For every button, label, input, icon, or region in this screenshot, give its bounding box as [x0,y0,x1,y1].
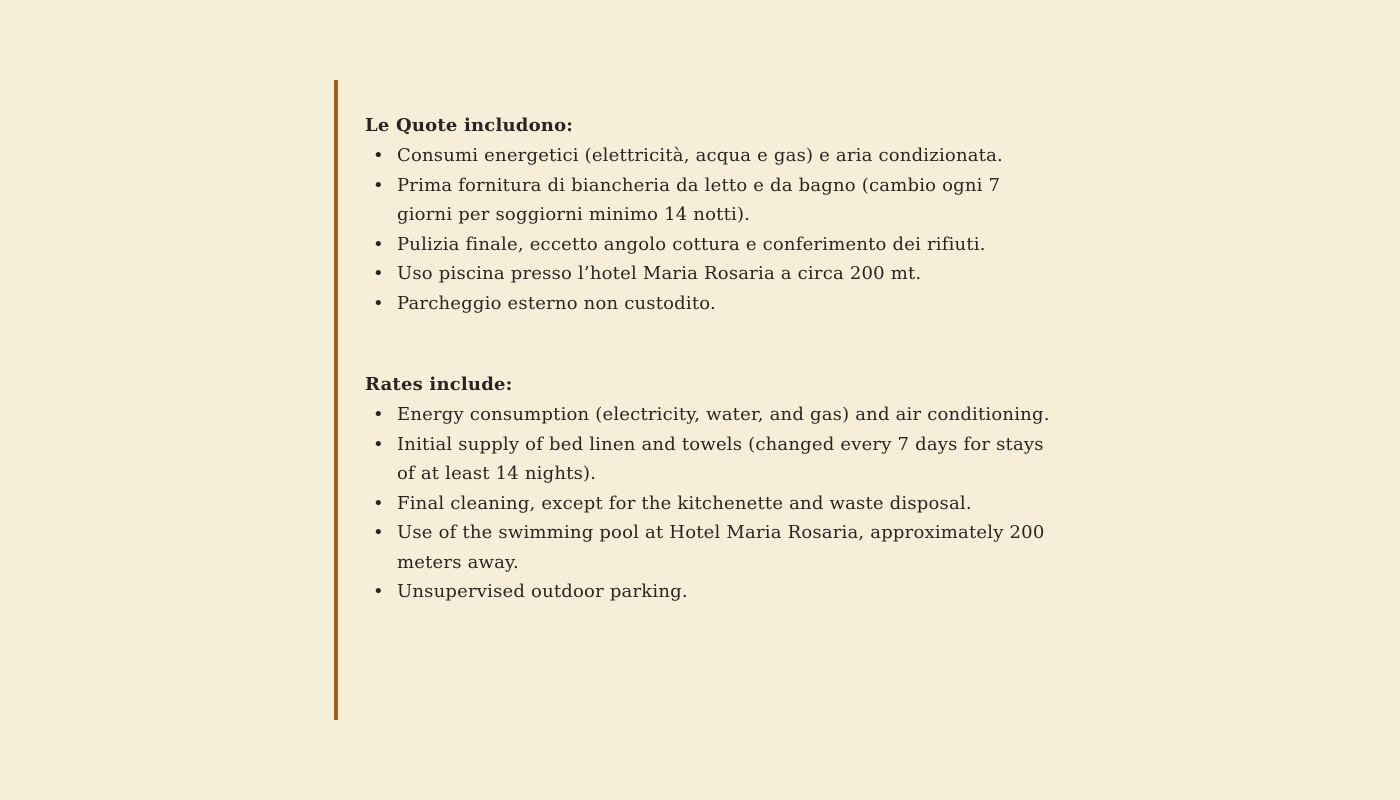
inclusions-list-italian [365,141,1055,318]
list-item [365,289,1055,319]
bullet-icon: • [373,433,384,455]
list-item-text: Final cleaning, except for the kitchenette and waste disposal. [397,492,972,514]
list-item [365,518,1055,577]
bullet-icon: • [373,263,384,284]
list-item-text: Prima fornitura di biancheria da letto e da bagno (cambio ogni 7 giorni per soggiorni minimo 14 notti). [397,174,1001,225]
list-item-text: Parcheggio esterno non custodito. [397,292,716,314]
list-item-text: Uso piscina presso l’hotel Maria Rosaria a circa 200 mt. [397,263,922,284]
list-item-text: Initial supply of bed linen and towels (changed every 7 days for stays of at least 14 nights). [397,433,1044,484]
list-item [365,430,1055,489]
bullet-icon: • [373,492,384,514]
section-title-english: Rates include: [365,374,513,395]
rates-content [365,111,1055,607]
accent-bar [334,80,338,720]
list-item-text: Pulizia finale, eccetto angolo cottura e conferimento dei rifiuti. [397,233,986,255]
list-item-text: Use of the swimming pool at Hotel Maria Rosaria, approximately 200 meters away. [397,522,1045,573]
section-italian [365,111,1055,318]
list-item [365,577,1055,607]
bullet-icon: • [373,145,384,166]
list-item [365,259,1055,289]
bullet-icon: • [373,581,384,602]
bullet-icon: • [373,174,384,196]
inclusions-list-english [365,400,1055,607]
list-item [365,400,1055,430]
list-item [365,230,1055,260]
list-item-text: Energy consumption (electricity, water, and gas) and air conditioning. [397,404,1050,425]
bullet-icon: • [373,522,384,543]
bullet-icon: • [373,233,384,255]
section-title-italian: Le Quote includono: [365,115,574,136]
list-item [365,171,1055,230]
list-item [365,489,1055,519]
bullet-icon: • [373,404,384,425]
list-item [365,141,1055,171]
bullet-icon: • [373,292,384,314]
list-item-text: Unsupervised outdoor parking. [397,581,688,602]
list-item-text: Consumi energetici (elettricità, acqua e gas) e aria condizionata. [397,145,1003,166]
section-divider-space [365,318,1055,370]
section-english [365,370,1055,607]
